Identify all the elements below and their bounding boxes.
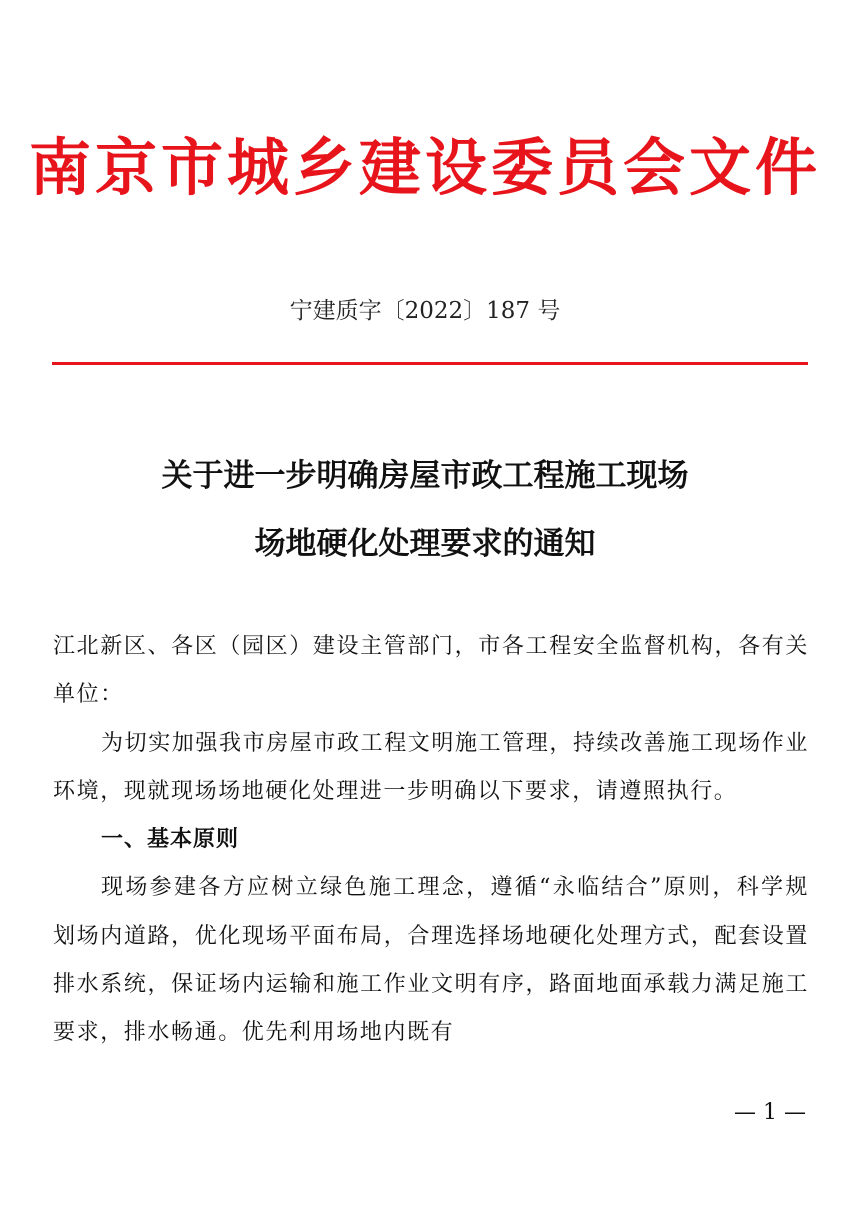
salutation: 江北新区、各区（园区）建设主管部门，市各工程安全监督机构，各有关单位： bbox=[53, 634, 809, 708]
notice-title-line-1: 关于进一步明确房屋市政工程施工现场 bbox=[161, 458, 689, 494]
agency-masthead-title: 南京市城乡建设委员会文件 bbox=[28, 131, 821, 204]
section-heading: 一、基本原则 bbox=[101, 827, 240, 853]
notice-title-line-2: 场地硬化处理要求的通知 bbox=[254, 526, 596, 562]
document-number: 宁建质字〔2022〕187 号 bbox=[289, 298, 561, 324]
red-separator-line bbox=[52, 362, 808, 365]
page-number: — 1 — bbox=[734, 1100, 806, 1125]
document-body bbox=[53, 623, 809, 1058]
intro-paragraph: 为切实加强我市房屋市政工程文明施工管理，持续改善施工现场作业环境，现就现场场地硬化处理进一步明确以下要求，请遵照执行。 bbox=[53, 730, 810, 804]
section-paragraph: 现场参建各方应树立绿色施工理念，遵循“永临结合”原则，科学规划场内道路，优化现场平面布局，合理选择场地硬化处理方式，配套设置排水系统，保证场内运输和施工作业文明有序，路面地面承载力满足施工要求，排水畅通。优先利用场地内既有 bbox=[53, 875, 809, 1046]
